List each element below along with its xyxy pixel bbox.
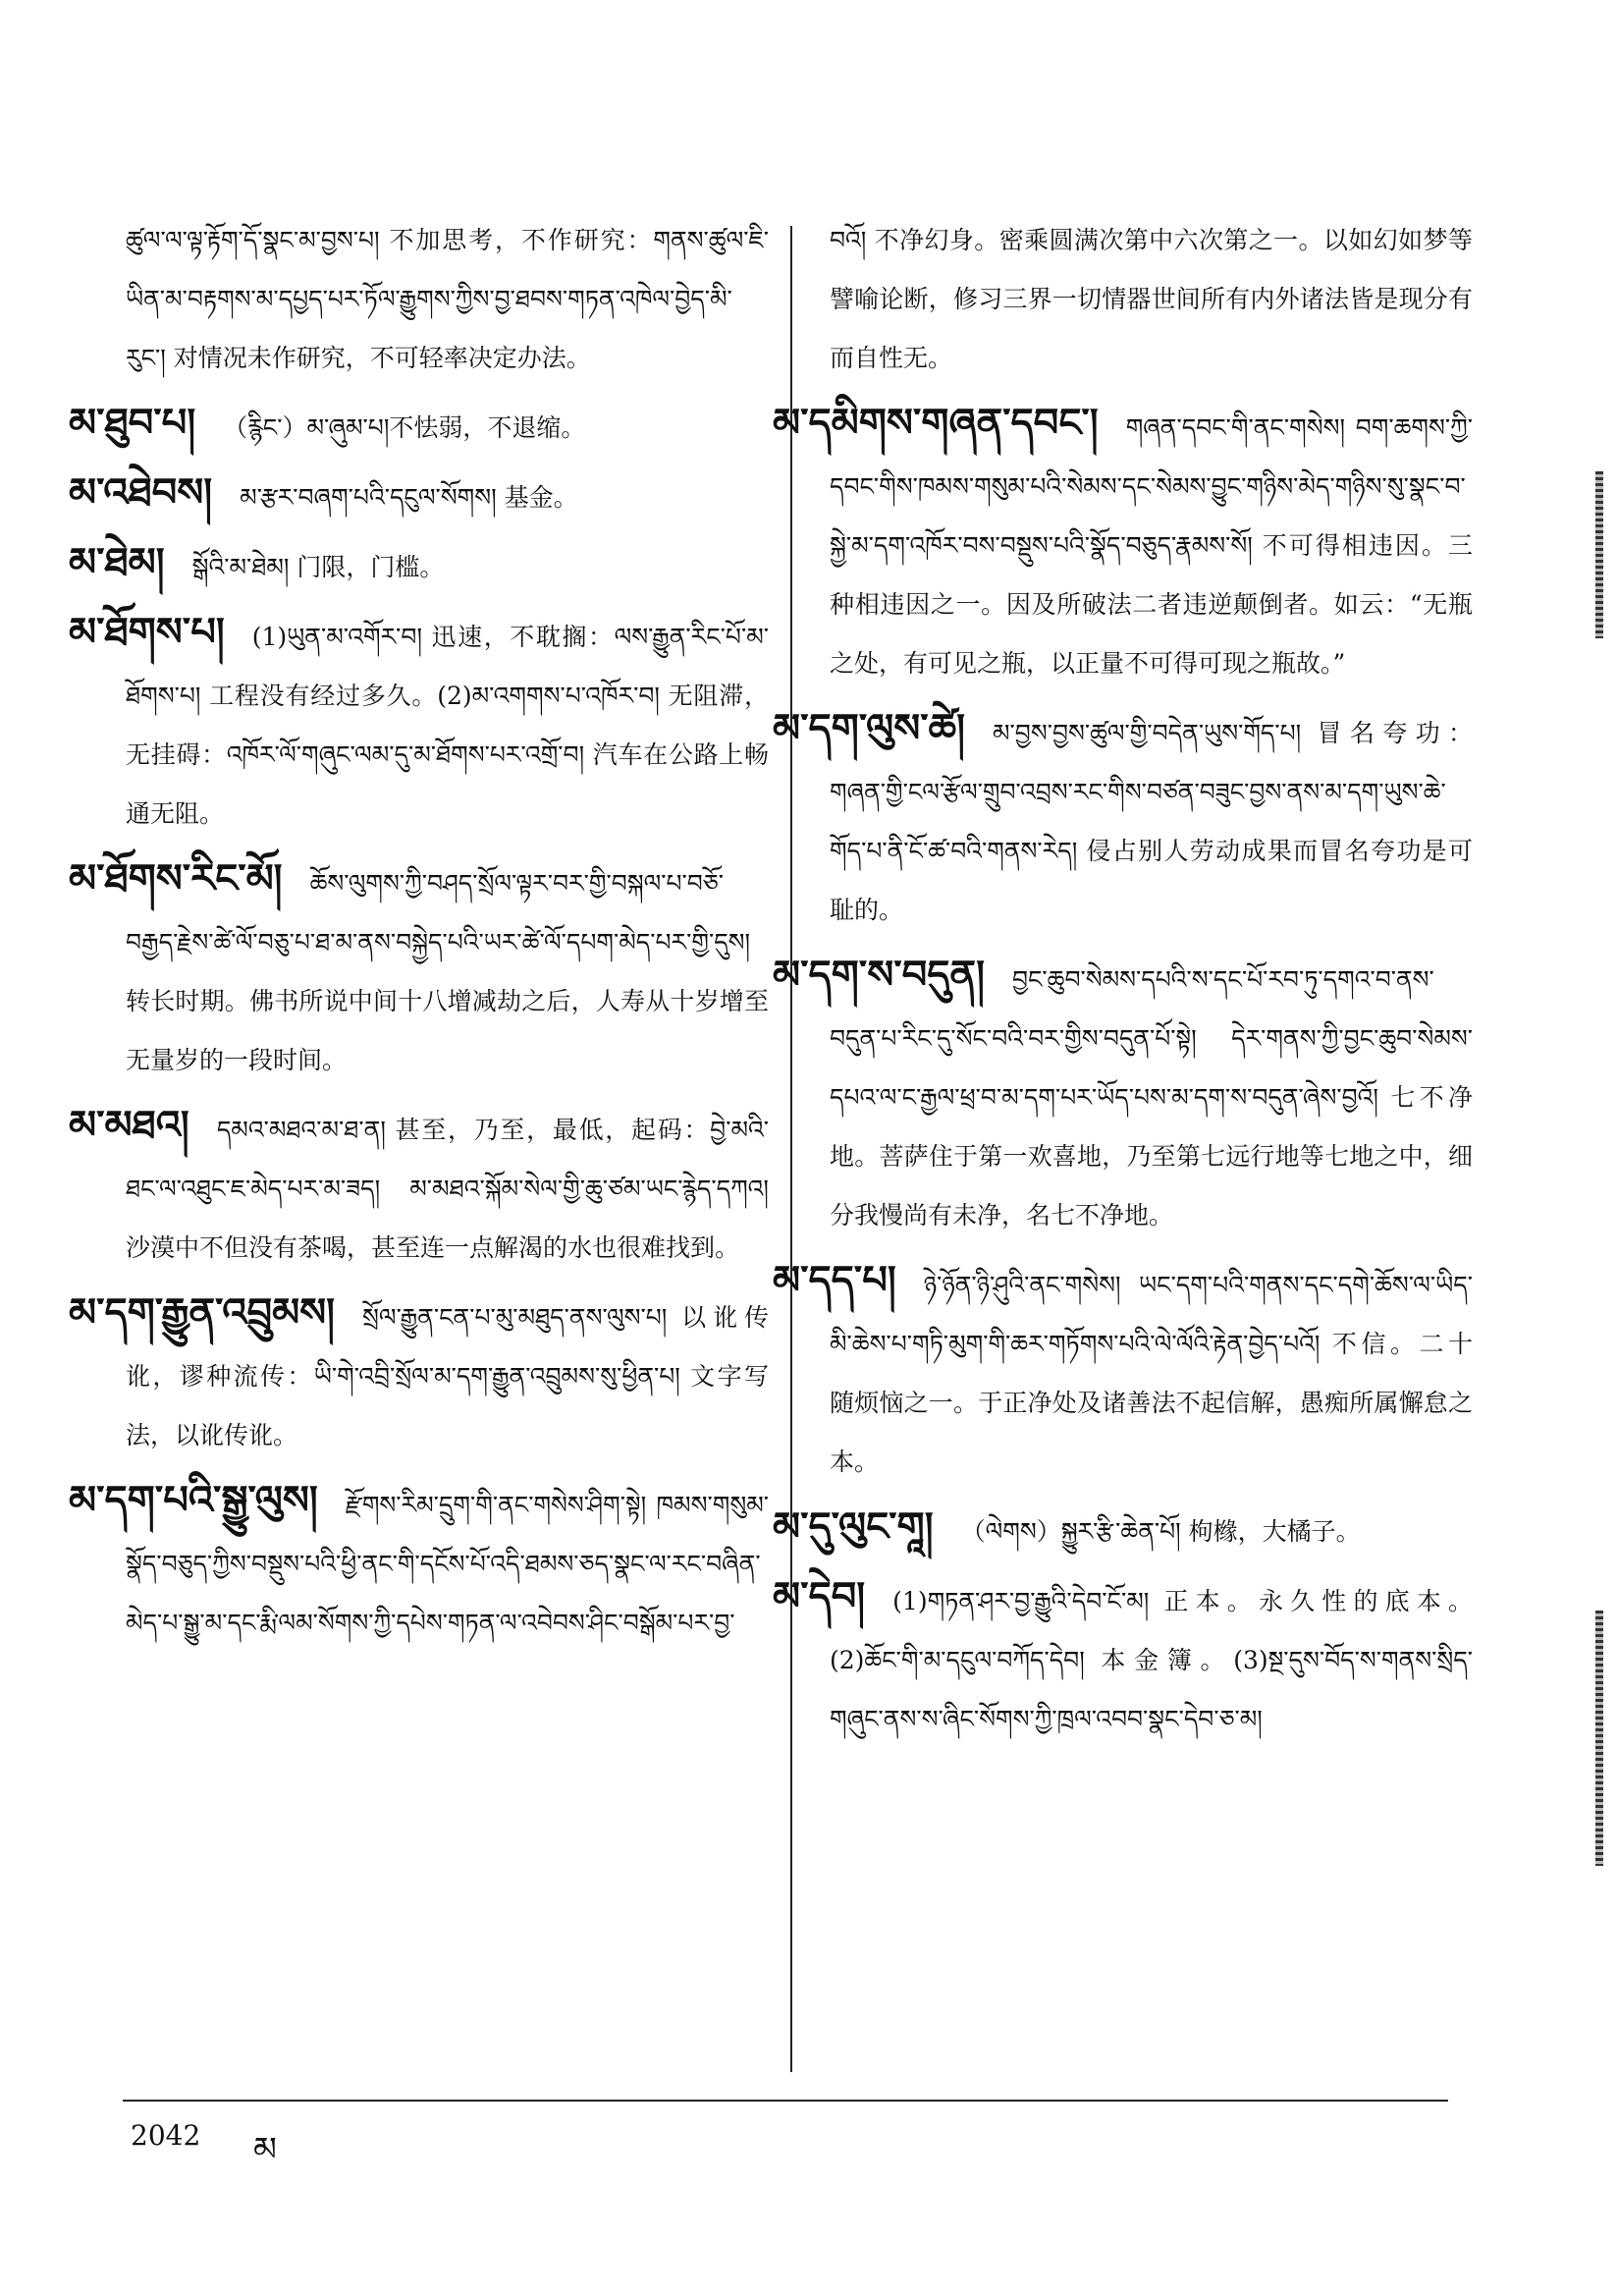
entry-headword: མ་དག་རྒྱུན་འབྲུམས། <box>69 1289 336 1336</box>
entry-headword: མ་དེབ། <box>773 1573 866 1619</box>
entry-definition: མ་རྩར་བཞག་པའི་དངུལ་སོགས། 基金。 <box>240 483 578 512</box>
entry-definition: （རྙིང་）མ་ཞུམ་པ།不怯弱，不退缩。 <box>223 413 586 442</box>
entry-headword: མ་དག་པའི་སྒྱུ་ལུས། <box>69 1477 318 1523</box>
entry-definition: (1)གཏན་ཤར་བྱ་རྒྱུའི་དེབ་ངོ་མ། 正本。永久性的底本。(2)ཆོང་གི་མ་དངུལ་བཀོད་དེབ། 本金簿。(3)སྔ་དུས་བོད་ས་གནས་སྲིད་གཞུང་ནས་ས་ཞིང་སོགས་ཀྱི་ཁྲལ་འབབ་སྣང་དེབ་ཅ་མ། <box>830 1587 1473 1733</box>
entry-headword: མ་འཐེབས། <box>69 469 213 516</box>
entry-definition: སྲོལ་རྒྱུན་ངན་པ་མུ་མཐུད་ནས་ལུས་པ། 以讹传讹，谬种流传：ཡི་གེ་འབྲི་སྲོལ་མ་དག་རྒྱུན་འབྲུམས་སུ་ཕྱིན་པ། 文字写法，以讹传讹。 <box>126 1303 769 1449</box>
entry-definition: ཉེ་ཉོན་ཉི་ཤུའི་ནང་གསེས། ཡང་དག་པའི་གནས་དང་དགེ་ཆོས་ལ་ཡིད་མི་ཆེས་པ་གཏི་མུག་གི་ཆར་གཏོགས་པའི་ལེ་ལོའི་རྟེན་བྱེད་པའོ། 不信。二十随烦恼之一。于正净处及诸善法不起信解，愚痴所属懈怠之本。 <box>830 1271 1473 1476</box>
entry-definition: བའོ། 不净幻身。密乘圆满次第中六次第之一。以如幻如梦等譬喻论断，修习三界一切情器世间所有内外诸法皆是现分有而自性无。 <box>830 226 1473 372</box>
column-divider <box>790 226 792 2072</box>
dictionary-entry <box>773 1567 1473 1749</box>
page-number: 2042 <box>131 2119 201 2152</box>
left-column <box>69 211 769 1659</box>
entry-definition: (1)ཡུན་མ་འགོར་བ། 迅速，不耽搁：ལས་རྒྱུན་རིང་པོ་མ་ཐོགས་པ། 工程没有经过多久。(2)མ་འགགས་པ་འཁོར་བ། 无阻滞，无挂碍：འཁོར་ལོ་གཞུང་ལམ་དུ་མ་ཐོགས་པར་འགྲོ་བ། 汽车在公路上畅通无阻。 <box>126 623 769 828</box>
dictionary-entry <box>69 394 769 458</box>
entry-definition: རྫོགས་རིམ་དྲུག་གི་ནང་གསེས་ཤིག་སྟེ། ཁམས་གསུམ་སྣོད་བཅུད་ཀྱིས་བསྡུས་པའི་ཕྱི་ནང་གི་དངོས་པོ་འདི་ཐམས་ཅད་སྣང་ལ་རང་བཞིན་མེད་པ་སྒྱུ་མ་དང་རྨི་ལམ་སོགས་ཀྱི་དཔེས་གཏན་ལ་འབེབས་ཤིང་བསྒོམ་པར་བྱ་ <box>126 1491 769 1637</box>
entry-headword: མ་དུ་ལུང་གཱ། <box>773 1503 934 1550</box>
entry-definition: མ་བྱས་བྱས་ཚུལ་གྱི་བདེན་ཡུས་གོད་པ། 冒名夸功：གཞན་གྱི་ངལ་རྩོལ་གྲུབ་འབྲས་རང་གིས་བཙན་བཟུང་བྱས་ནས་མ་དག་ཡུས་ཆེ་གོད་པ་ནི་ངོ་ཚ་བའི་གནས་རེད། 侵占别人劳动成果而冒名夸功是可耻的。 <box>830 719 1473 924</box>
entry-headword: མ་དག་ལུས་ཚེ། <box>773 705 965 751</box>
dictionary-entry <box>69 1471 769 1653</box>
entry-headword: མ་ཐེམ། <box>69 539 165 585</box>
entry-headword: མ་ཐོགས་པ། <box>69 609 225 655</box>
entry-definition: ཚུལ་ལ་ལྟ་རྟོག་དོ་སྣང་མ་བྱས་པ། 不加思考，不作研究：གནས་ཚུལ་ཇི་ཡིན་མ་བརྟགས་མ་དཔྱད་པར་ཏོལ་རྒྱུགས་ཀྱིས་བྱ་ཐབས་གཏན་འཁེལ་བྱེད་མི་རུང་། 对情况未作研究，不可轻率决定办法。 <box>126 226 769 372</box>
dictionary-entry <box>773 1498 1473 1561</box>
dictionary-entry <box>830 211 1473 388</box>
entry-headword: མ་དག་ས་བདུན། <box>773 952 985 998</box>
scan-edge-marks <box>1578 0 1617 2296</box>
entry-definition: གཞན་དབང་གི་ནང་གསེས། བག་ཆགས་ཀྱི་དབང་གིས་ཁམས་གསུམ་པའི་སེམས་དང་སེམས་བྱུང་གཉིས་མེད་གཉིས་སུ་སྣང་བ་སྐྱེ་མ་དག་འཁོར་བས་བསྡུས་པའི་སྣོད་བཅུད་རྣམས་སོ། 不可得相违因。三种相违因之一。因及所破法二者违逆颠倒者。如云：“无瓶之处，有可见之瓶，以正量不可得可现之瓶故。” <box>830 413 1473 678</box>
dictionary-entry <box>69 603 769 844</box>
scan-edge-strip <box>1595 471 1603 638</box>
dictionary-entry <box>773 1251 1473 1492</box>
entry-definition: （ལེགས）སྐྱུར་རྩི་ཆེན་པོ། 枸橼，大橘子。 <box>960 1517 1361 1546</box>
dictionary-entry <box>773 699 1473 940</box>
dictionary-entry <box>126 211 769 388</box>
dictionary-entry <box>69 849 769 1090</box>
dictionary-entry <box>69 533 769 597</box>
entry-headword: མ་ཐོགས་རིང་མོ། <box>69 855 283 902</box>
dictionary-entry <box>69 1096 769 1278</box>
right-column <box>773 211 1473 1755</box>
entry-definition: སྒོའི་མ་ཐེམ། 门限，门槛。 <box>191 553 445 581</box>
scan-edge-strip <box>1595 1611 1603 1866</box>
entry-headword: མ་དམིགས་གཞན་དབང་། <box>773 400 1099 446</box>
entry-definition: ཆོས་ལུགས་ཀྱི་བཤད་སྲོལ་ལྟར་བར་གྱི་བསྐལ་པ་བཅོ་བརྒྱད་རྗེས་ཚེ་ལོ་བཅུ་པ་ཐ་མ་ནས་བསྐྱེད་པའི་ཡར་ཚེ་ལོ་དཔག་མེད་པར་གྱི་དུས། 转长时期。佛书所说中间十八增减劫之后，人寿从十岁增至无量岁的一段时间。 <box>126 869 769 1074</box>
footer-rule <box>123 2100 1448 2102</box>
entry-headword: མ་མཐའ། <box>69 1102 189 1148</box>
section-letter: མ <box>253 2130 277 2169</box>
entry-headword: མ་ཐུབ་པ། <box>69 400 196 446</box>
dictionary-entry <box>69 464 769 527</box>
entry-definition: བྱང་ཆུབ་སེམས་དཔའི་ས་དང་པོ་རབ་ཏུ་དགའ་བ་ནས་བདུན་པ་རིང་དུ་སོང་བའི་བར་གྱིས་བདུན་པོ་སྟེ། དེར་གནས་ཀྱི་བྱང་ཆུབ་སེམས་དཔའ་ལ་ང་རྒྱལ་ཕྲ་བ་མ་དག་པར་ཡོད་པས་མ་དག་ས་བདུན་ཞེས་བྱའོ། 七不净地。菩萨住于第一欢喜地，乃至第七远行地等七地之中，细分我慢尚有未净，名七不净地。 <box>830 965 1473 1230</box>
entry-definition: དམའ་མཐའ་མ་ཐ་ན། 甚至，乃至，最低，起码：བྱེ་མའི་ཐང་ལ་འཐུང་ཇ་མེད་པར་མ་ཟད། མ་མཐའ་སྐོམ་སེལ་གྱི་ཆུ་ཙམ་ཡང་རྙེད་དཀའ། 沙漠中不但没有茶喝，甚至连一点解渴的水也很难找到。 <box>126 1116 769 1262</box>
dictionary-entry <box>773 946 1473 1245</box>
entry-headword: མ་དད་པ། <box>773 1257 896 1303</box>
dictionary-entry <box>69 1284 769 1465</box>
dictionary-entry <box>773 394 1473 693</box>
